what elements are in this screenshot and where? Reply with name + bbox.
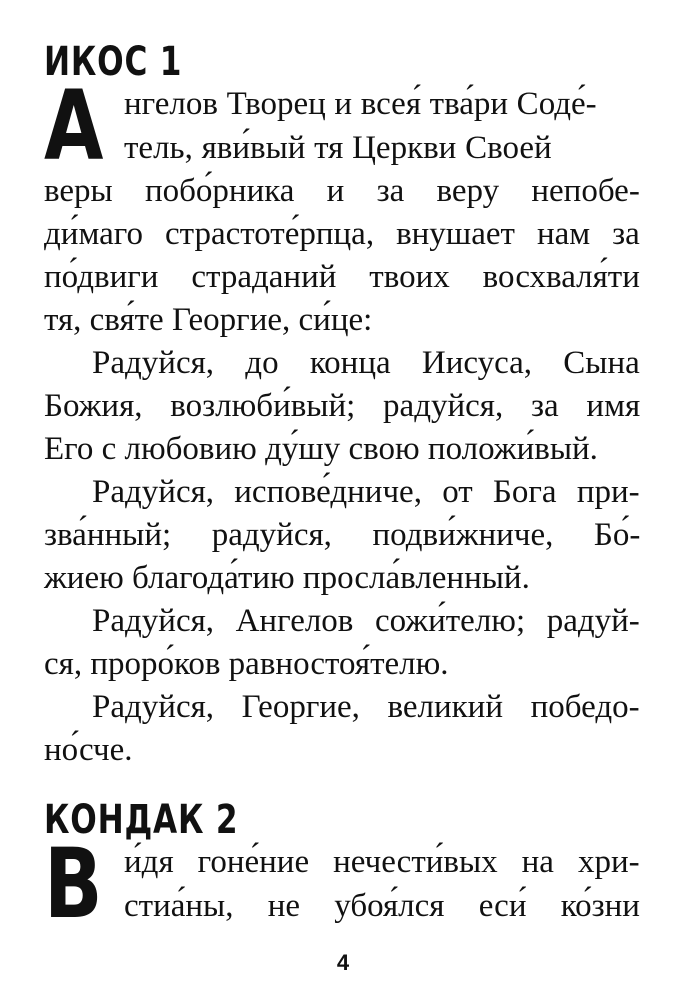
ikos-line: но́сче.	[44, 732, 133, 768]
kondak-dropcap: В	[44, 828, 103, 940]
ikos-line: тя, свя́те Георгие, си́це:	[44, 302, 373, 338]
kondak-line: и́дя гоне́ние нечести́вых на хри-	[124, 844, 640, 880]
ikos-line: Его с любовию ду́шу свою положи́вый.	[44, 431, 598, 467]
ikos-line: Радуйся, до конца Иисуса, Сына	[92, 345, 640, 381]
kondak-line: стиа́ны, не убоя́лся еси́ ко́зни	[124, 888, 640, 924]
kondak-heading: КОНДАК 2	[44, 797, 239, 843]
ikos-line: по́двиги страданий твоих восхваля́ти	[44, 259, 640, 295]
ikos-line: Радуйся, Ангелов сожи́телю; радуй-	[92, 603, 640, 639]
ikos-line: ди́маго страстоте́рпца, внушает нам за	[44, 216, 640, 252]
ikos-line: зва́нный; радуйся, подви́жниче, Бо́-	[44, 517, 641, 553]
ikos-heading: ИКОС 1	[44, 39, 183, 85]
ikos-line: ся, проро́ков равностоя́телю.	[44, 646, 449, 682]
ikos-line: тель, яви́вый тя Церкви Своей	[124, 130, 552, 166]
ikos-line: жиею благода́тию просла́вленный.	[44, 560, 530, 596]
ikos-line: Божия, возлюби́вый; радуйся, за имя	[44, 388, 641, 424]
ikos-line: веры побо́рника и за веру непобе-	[44, 173, 640, 209]
page-number: 4	[336, 950, 350, 975]
ikos-line: Радуйся, испове́дниче, от Бога при-	[92, 474, 640, 510]
ikos-line: нгелов Творец и всея́ тва́ри Соде́-	[124, 86, 597, 122]
ikos-dropcap: А	[44, 70, 104, 182]
ikos-line: Радуйся, Георгие, великий победо-	[92, 689, 640, 725]
